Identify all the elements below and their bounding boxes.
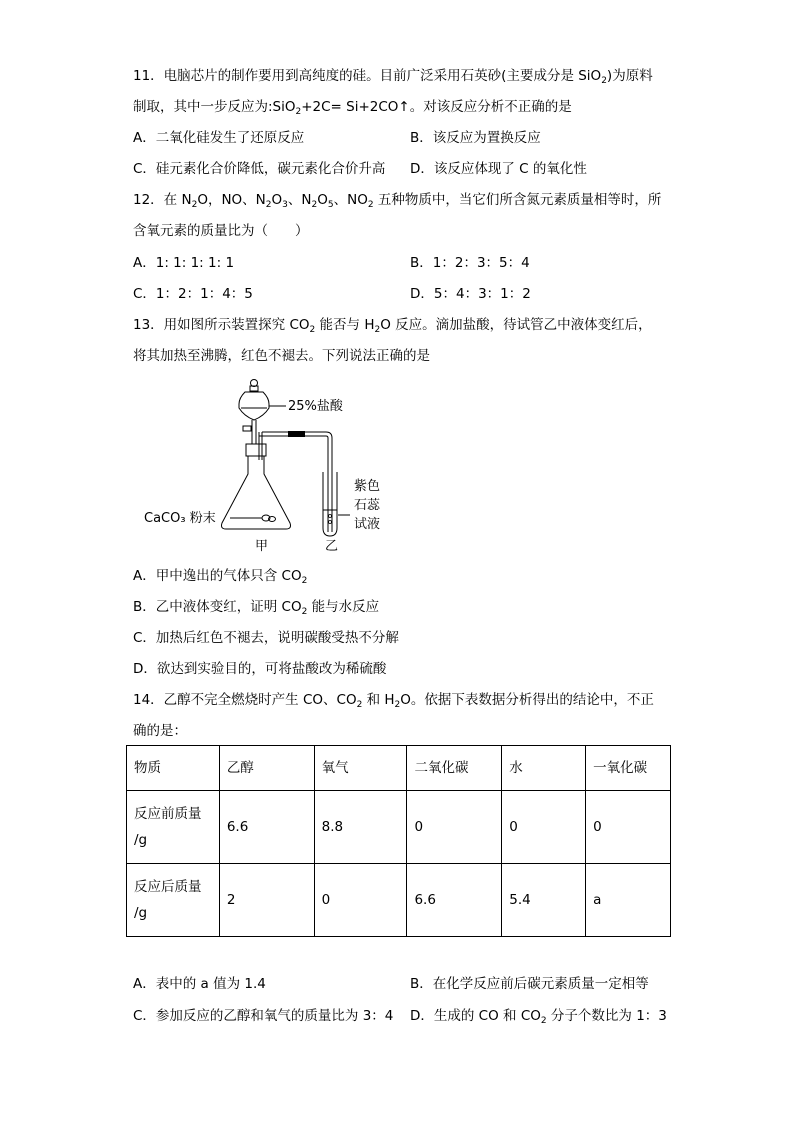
q13-option-b: B．乙中液体变红，证明 $CO_2$ 能与水反应 <box>133 599 380 617</box>
table-cell: 0 <box>586 791 671 864</box>
q14-option-d: D．生成的 CO 和 $CO_2$ 分子个数比为 1：3 <box>410 1008 667 1026</box>
apparatus-diagram <box>140 370 400 558</box>
q11-option-c: C．硅元素化合价降低，碳元素化合价升高 <box>133 161 386 177</box>
q11-stem-line2: 制取，其中一步反应为:SiO$_2$+2C= Si+2CO↑。对该反应分析不正确的是 <box>133 99 572 117</box>
litmus-label-1: 紫色 <box>354 479 381 494</box>
powder-label: CaCO₃ 粉末 <box>144 511 216 526</box>
table-header-cell: 水 <box>502 746 586 791</box>
q14-option-c: C．参加反应的乙醇和氧气的质量比为 3：4 <box>133 1008 394 1024</box>
table-header-cell: 二氧化碳 <box>407 746 502 791</box>
q14-stem-line1: 14．乙醇不完全燃烧时产生 CO、$CO_2$ 和 $H_2O$。依据下表数据分析得出的结论中，不正 <box>133 692 654 710</box>
q13-option-a: A．甲中逸出的气体只含 $CO_2$ <box>133 568 308 586</box>
q11-option-d: D．该反应体现了 C 的氧化性 <box>410 161 587 177</box>
q11-option-a: A．二氧化硅发生了还原反应 <box>133 130 305 146</box>
q12-stem-line2: 含氧元素的质量比为（ ） <box>133 223 309 239</box>
table-row <box>127 864 671 937</box>
q12-option-b: B．1：2：3：5：4 <box>410 255 530 271</box>
tube-label: 乙 <box>325 539 339 554</box>
table-cell: a <box>586 864 671 937</box>
table-cell: 0 <box>502 791 586 864</box>
table-cell: 2 <box>219 864 314 937</box>
q13-option-d: D．欲达到实验目的，可将盐酸改为稀硫酸 <box>133 661 387 677</box>
q12-stem-line1: 12．在 $N_2O$，NO、$N_2O_3$、$N_2O_5$、$NO_2$ 五种物质中，当它们所含氮元素质量相等时，所 <box>133 192 662 210</box>
table-cell: 0 <box>314 864 407 937</box>
q14-option-b: B．在化学反应前后碳元素质量一定相等 <box>410 976 649 992</box>
rubber-connector <box>288 431 305 437</box>
q12-option-c: C．1：2：1：4：5 <box>133 286 253 302</box>
acid-label: 25%盐酸 <box>288 399 343 414</box>
test-tube <box>323 472 337 536</box>
table-row <box>127 791 671 864</box>
flask-stopper <box>246 444 266 456</box>
q14-stem-line2: 确的是： <box>133 723 187 739</box>
table-cell: 6.6 <box>407 864 502 937</box>
table-header-cell: 物质 <box>127 746 220 791</box>
q11-stem-line1: 11．电脑芯片的制作要用到高纯度的硅。目前广泛采用石英砂(主要成分是 SiO$_2$)为原料 <box>133 68 653 86</box>
table-cell: 5.4 <box>502 864 586 937</box>
row-label: 反应后质量 /g <box>127 864 220 937</box>
q12-option-d: D．5：4：3：1：2 <box>410 286 531 302</box>
table-cell: 8.8 <box>314 791 407 864</box>
table-header-cell: 乙醇 <box>219 746 314 791</box>
flask-label: 甲 <box>255 539 269 554</box>
litmus-label-3: 试液 <box>354 517 381 532</box>
table-header-cell: 一氧化碳 <box>586 746 671 791</box>
table-header-cell: 氧气 <box>314 746 407 791</box>
q12-option-a: A．1: 1: 1: 1: 1 <box>133 255 235 271</box>
table-header-row <box>127 746 671 791</box>
q11-option-b: B．该反应为置换反应 <box>410 130 541 146</box>
row-label: 反应前质量 /g <box>127 791 220 864</box>
mass-data-table <box>126 745 671 937</box>
table-cell: 6.6 <box>219 791 314 864</box>
q14-option-a: A．表中的 a 值为 1.4 <box>133 976 266 992</box>
q13-option-c: C．加热后红色不褪去，说明碳酸受热不分解 <box>133 630 399 646</box>
litmus-label-2: 石蕊 <box>354 498 381 513</box>
table-cell: 0 <box>407 791 502 864</box>
q13-stem-line2: 将其加热至沸腾，红色不褪去。下列说法正确的是 <box>133 348 430 364</box>
q13-stem-line1: 13．用如图所示装置探究 $CO_2$ 能否与 $H_2O$ 反应。滴加盐酸，待试管乙中液体变红后， <box>133 317 652 335</box>
